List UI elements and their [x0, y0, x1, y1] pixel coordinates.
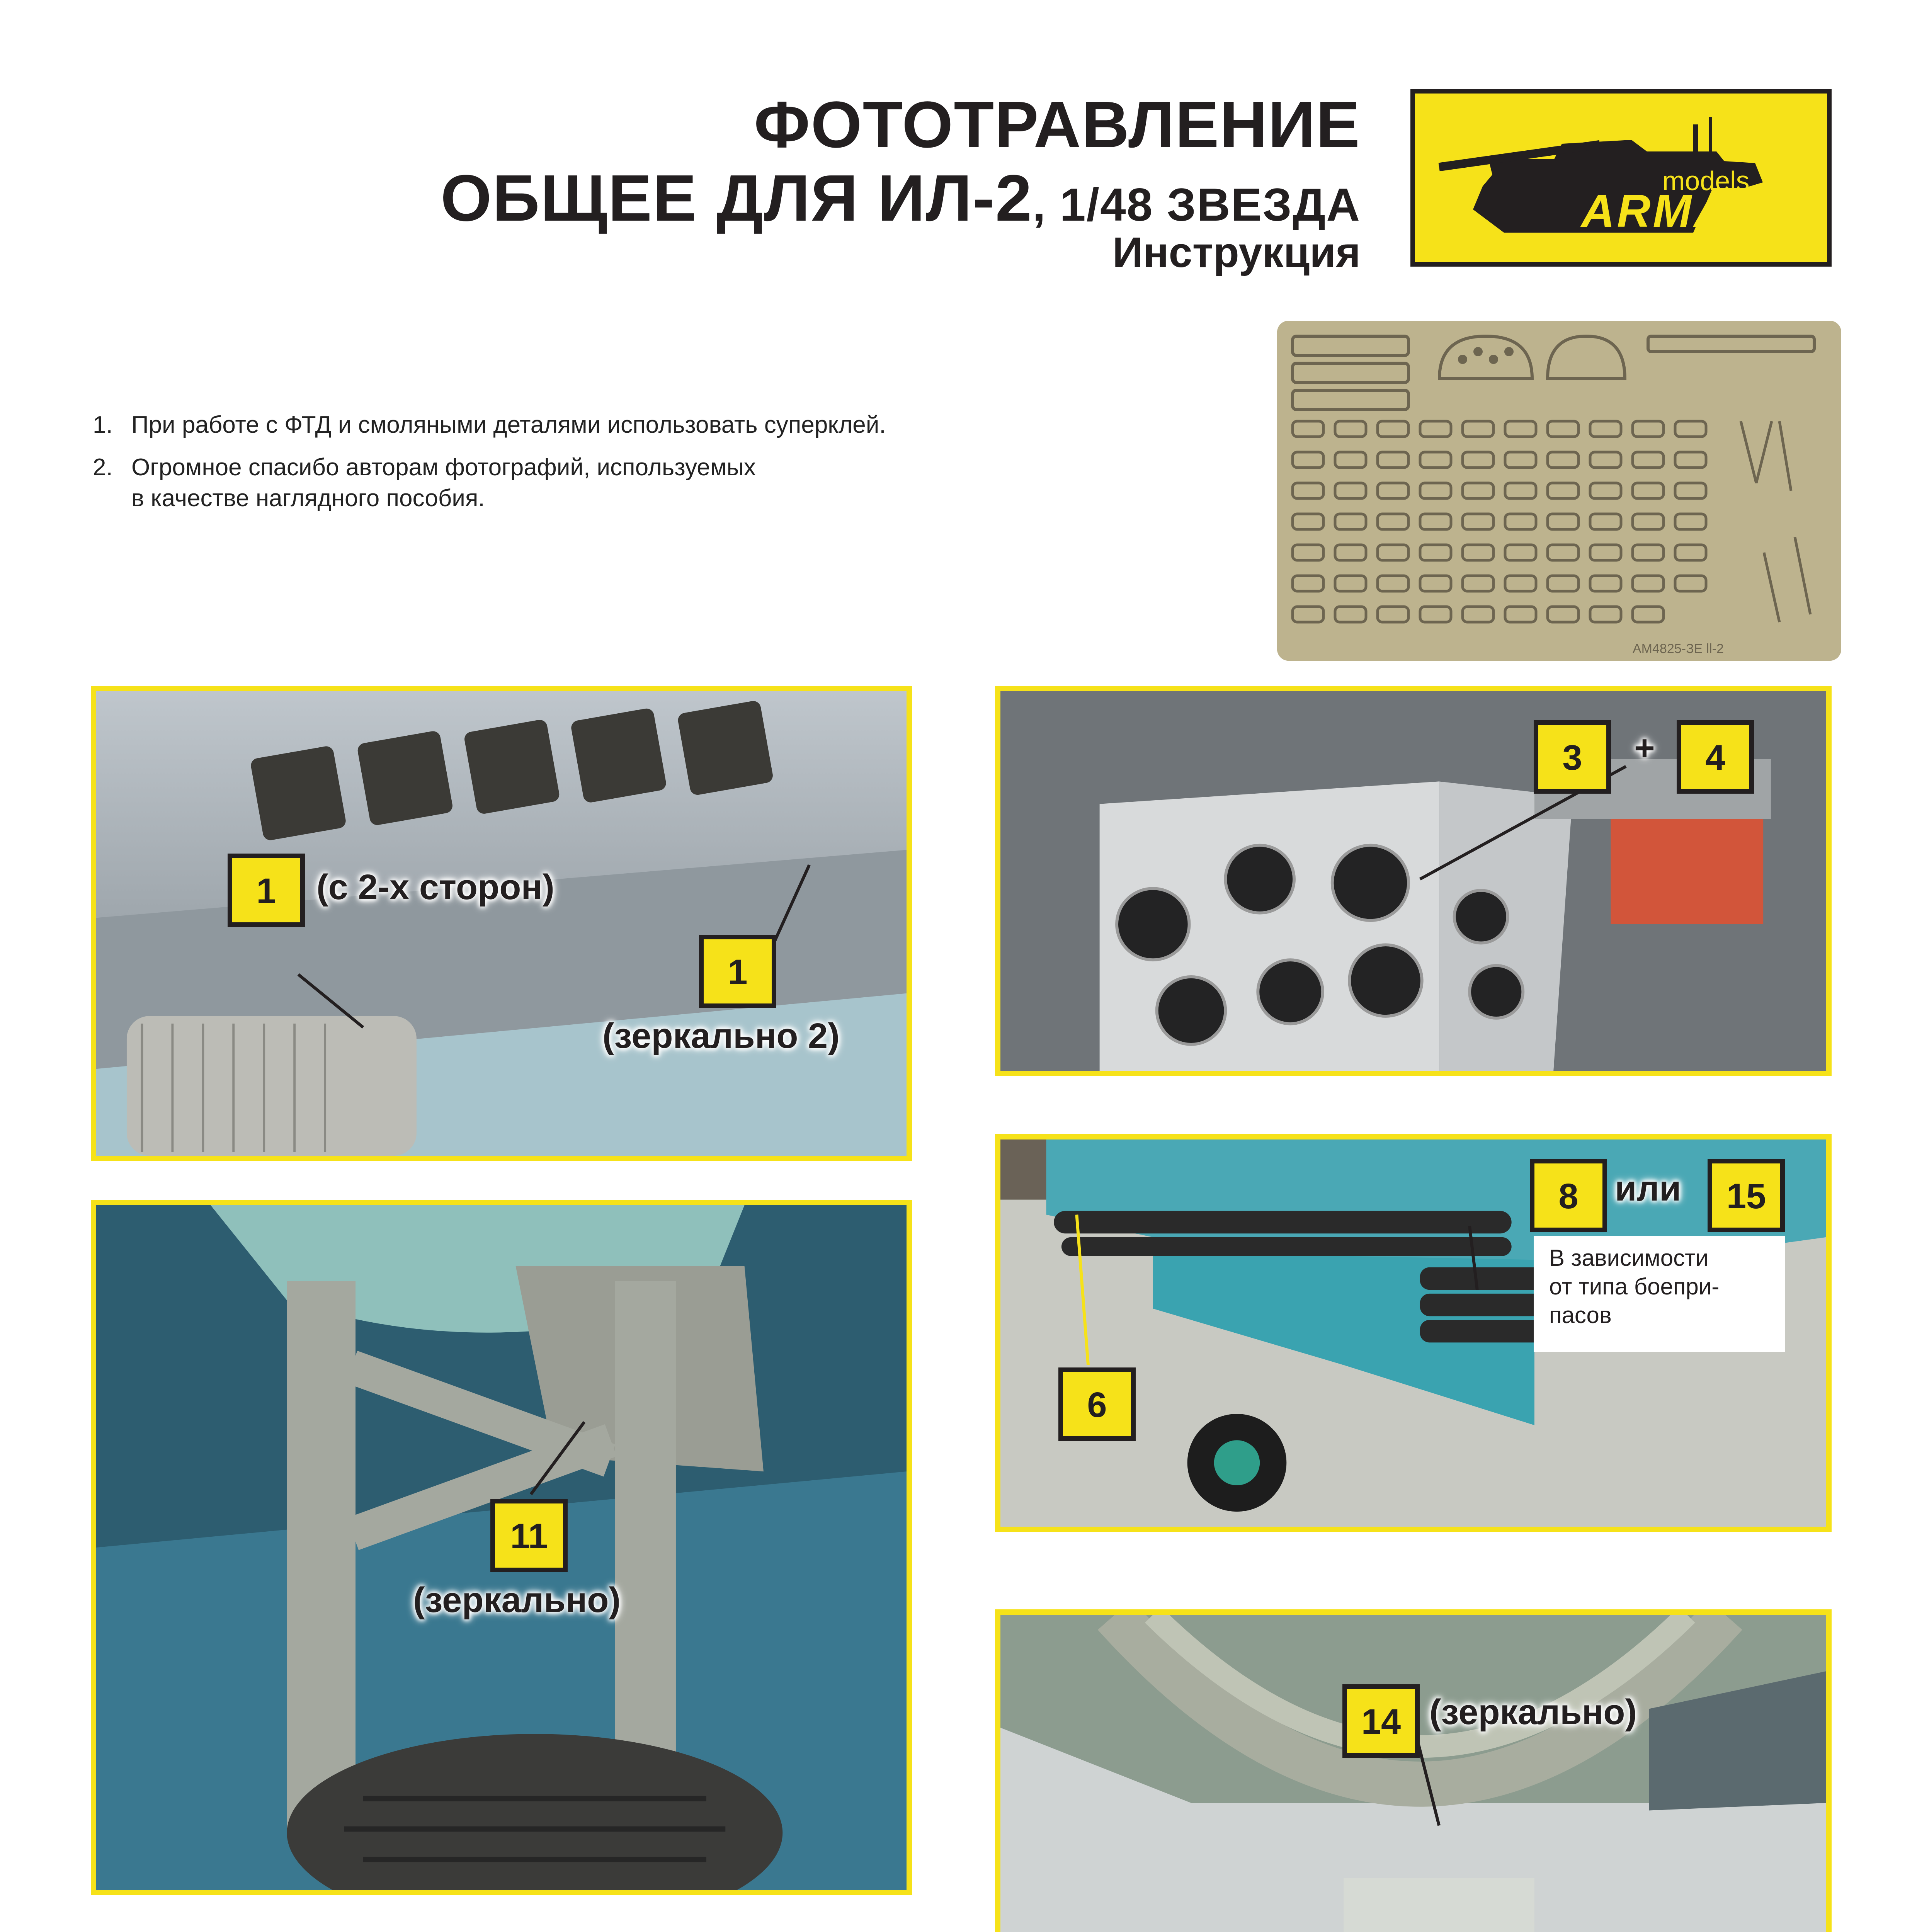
label-mirror-14: (зеркально)	[1429, 1692, 1637, 1732]
arma-logo	[1410, 89, 1832, 267]
photo-panel-cockpit	[995, 686, 1832, 1076]
photo-panel-pipes	[995, 1609, 1832, 1932]
pe-code: AM4825-ЗЕ ll-2	[1633, 641, 1724, 656]
callout-part-3: 3	[1534, 720, 1611, 794]
title-scale: , 1/48 ЗВЕЗДА	[1032, 179, 1361, 231]
callout-part-14: 14	[1342, 1684, 1420, 1758]
callout-part-1a: 1	[228, 854, 305, 927]
callout-part-15: 15	[1708, 1159, 1785, 1232]
plus-sign: +	[1634, 728, 1655, 768]
title-line-2	[441, 160, 1361, 236]
photo-panel-landing-gear	[91, 1200, 912, 1895]
label-mirror-2: (зеркально 2)	[602, 1016, 840, 1056]
callout-part-8: 8	[1530, 1159, 1607, 1232]
label-mirror-11: (зеркально)	[413, 1580, 621, 1620]
logo-brand: ARMA	[1581, 185, 1730, 237]
label-or: или	[1615, 1169, 1681, 1208]
note-1: 1. При работе с ФТД и смоляными деталями использовать суперклей.	[93, 412, 886, 438]
logo-models: models	[1662, 166, 1750, 196]
photo-panel-exhaust	[91, 686, 912, 1161]
callout-part-1b: 1	[699, 935, 776, 1008]
subtitle: Инструкция	[1112, 229, 1361, 276]
exhaust-photo	[96, 691, 907, 1156]
pipes-photo	[1000, 1615, 1826, 1932]
title-main: ОБЩЕЕ ДЛЯ ИЛ-2	[441, 162, 1033, 235]
tank-icon	[1415, 94, 1827, 262]
callout-part-6: 6	[1058, 1367, 1136, 1441]
photo-panel-rockets	[995, 1134, 1832, 1532]
note-2: 2. Огромное спасибо авторам фотографий, используемых в качестве наглядного пособия.	[93, 454, 756, 512]
callout-part-4: 4	[1677, 720, 1754, 794]
label-both-sides: (с 2-х сторон)	[316, 867, 555, 907]
callout-part-11: 11	[490, 1499, 568, 1572]
photo-etch-sheet-image	[1277, 321, 1841, 661]
ammo-note: В зависимости от типа боепри- пасов	[1534, 1236, 1785, 1352]
title-line-1: ФОТОТРАВЛЕНИЕ	[754, 88, 1361, 162]
